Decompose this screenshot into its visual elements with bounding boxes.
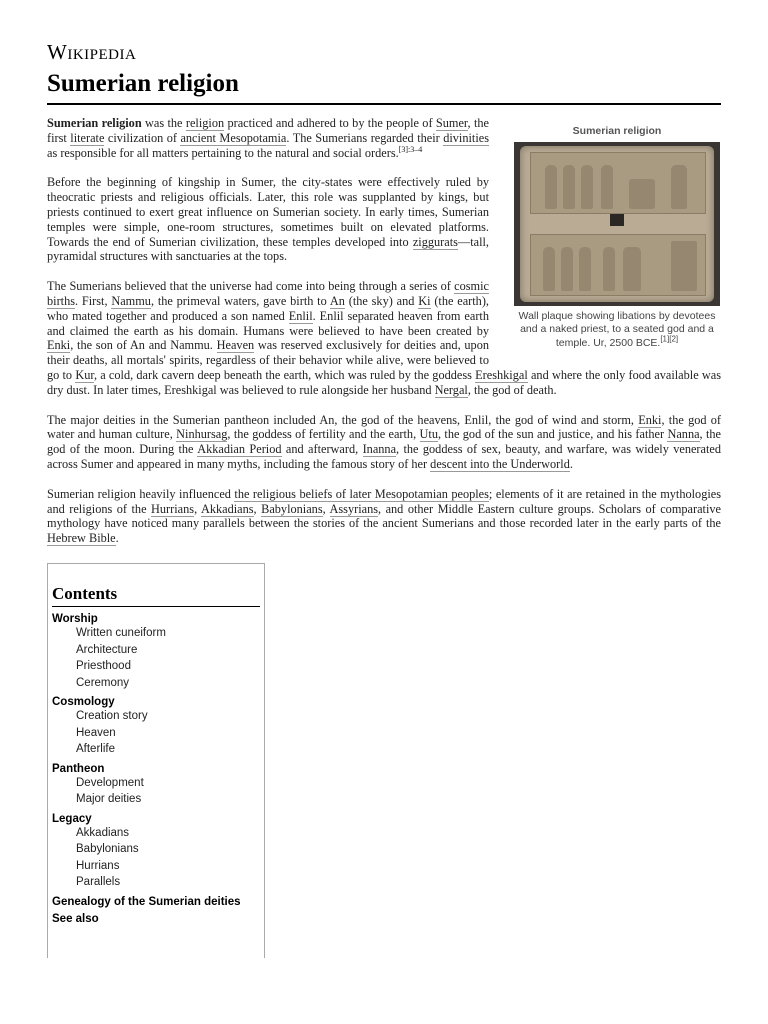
citation-ref[interactable]: [3]:3–4 xyxy=(398,144,423,154)
article-link[interactable]: Assyrians xyxy=(329,501,379,516)
text-run: , and other Middle Eastern culture groups. Scholars of comparative mythology have noticed many parallels between the stories of the ancient Sumerians and those recorded later in the early parts of the xyxy=(47,501,721,531)
article-link[interactable]: Hurrians xyxy=(151,501,195,516)
text-run: . First, xyxy=(75,293,112,308)
article-link[interactable]: Nergal xyxy=(434,382,468,397)
article-link[interactable]: Enlil xyxy=(288,308,313,323)
plaque-lower-register xyxy=(530,234,706,296)
article-link[interactable]: descent into the Underworld xyxy=(430,456,570,471)
article-link[interactable]: the religious beliefs of later Mesopotamian peoples xyxy=(234,486,489,501)
text-run: Sumerian religion heavily influenced xyxy=(47,486,235,501)
article-link[interactable]: Ki xyxy=(418,293,431,308)
toc-section-group xyxy=(52,896,260,908)
toc-subsection-link[interactable]: Akkadians xyxy=(76,826,130,839)
toc-section-link[interactable]: Worship xyxy=(52,613,98,625)
text-run: , the son of An and Nammu. xyxy=(70,338,217,353)
text-run: , the god of the sun and justice, and his father xyxy=(437,427,668,442)
text-run: , the primeval waters, gave birth to xyxy=(150,293,330,308)
plaque-center-hole xyxy=(610,214,624,226)
text-run: , the god of death. xyxy=(467,382,557,397)
article-link[interactable]: An xyxy=(329,293,345,308)
article-link[interactable]: ziggurats xyxy=(412,234,458,249)
text-run: . xyxy=(115,531,119,546)
article-link[interactable]: divinities xyxy=(443,130,489,145)
article-link[interactable]: Enki xyxy=(47,338,71,353)
article-link[interactable]: literate xyxy=(70,130,105,145)
infobox-title: Sumerian religion xyxy=(572,125,662,137)
wall-plaque-image[interactable] xyxy=(514,142,720,306)
article-link[interactable]: Akkadians xyxy=(200,501,254,516)
toc-section-group xyxy=(52,613,260,691)
text-run: —tall, pyramidal structures with sanctuaries at the tops. xyxy=(47,234,489,264)
toc-section-link[interactable]: Cosmology xyxy=(52,696,115,708)
text-run: (the earth), who mated together and produced a son named xyxy=(47,293,489,323)
article-link[interactable]: Kur xyxy=(75,367,94,382)
article-link[interactable]: Inanna xyxy=(362,442,397,457)
text-run: , the god of the moon. During the xyxy=(47,427,721,457)
text-run: Before the beginning of kingship in Sumer, the city-states were effectively ruled by theocratic priests and religious officials. Later, this role was supplanted by kings, but priests continued to exert great influence on Sumerian society. In early times, Sumerian temples were simple, one-room structures, sometimes built on elevated platforms. Towards the end of Sumerian civilization, these temples developed into xyxy=(47,175,489,249)
article-link[interactable]: cosmic births xyxy=(47,279,489,308)
title-divider xyxy=(47,103,721,105)
toc-subsection-link[interactable]: Architecture xyxy=(76,643,138,656)
wikipedia-logo[interactable]: Wikipedia xyxy=(47,40,137,64)
paragraph-deities xyxy=(47,413,721,472)
text-run: . xyxy=(569,456,573,471)
toc-subsection-link[interactable]: Development xyxy=(76,776,144,789)
toc-section-group xyxy=(52,913,260,925)
article-body xyxy=(47,116,721,561)
text-run: , the goddess of sex, beauty, and warfare, was widely venerated across Sumer and appeared in many myths, including the famous story of her xyxy=(47,442,721,471)
text-run: civilization of xyxy=(104,130,181,145)
article-link[interactable]: Sumer xyxy=(435,116,468,130)
text-run: practiced and adhered to by the people of xyxy=(224,116,436,130)
toc-section-link[interactable]: Pantheon xyxy=(52,762,105,775)
article-link[interactable]: Enki xyxy=(638,412,662,427)
toc-section-link[interactable]: Legacy xyxy=(52,812,92,825)
text-run: , a cold, dark cavern deep beneath the earth, which was ruled by the goddess xyxy=(93,367,476,382)
article-link[interactable]: ancient Mesopotamia xyxy=(180,130,287,145)
toc-subsection-link[interactable]: Heaven xyxy=(76,726,116,739)
page-title: Sumerian religion xyxy=(47,70,239,97)
toc-section-link[interactable]: Genealogy of the Sumerian deities xyxy=(52,895,241,908)
text-run: . The Sumerians regarded their xyxy=(286,130,444,145)
text-run: The Sumerians believed that the universe had come into being through a series of xyxy=(47,279,455,294)
toc-subsection-link[interactable]: Major deities xyxy=(76,793,142,805)
toc-title: Contents xyxy=(52,584,260,607)
text-run: , xyxy=(322,501,330,516)
text-run: The major deities in the Sumerian pantheon included An, the god of the heavens, Enlil, the god of wind and storm, xyxy=(47,412,639,427)
table-of-contents xyxy=(47,563,265,958)
article-link[interactable]: Heaven xyxy=(216,338,255,353)
article-link[interactable]: religion xyxy=(185,116,225,130)
text-run: , xyxy=(253,501,262,516)
text-run: . Enlil separated heaven from earth and claimed the earth as his domain. Humans were believed to have been created by xyxy=(47,308,489,338)
text-run: , the first xyxy=(47,116,489,145)
text-run: ; elements of it are retained in the mythologies and religions of the xyxy=(47,486,722,516)
text-run: was the xyxy=(141,116,186,130)
article-link[interactable]: Ninhursag xyxy=(176,427,228,442)
text-run: was reserved exclusively for deities and, upon their deaths, all mortals' spirits, regardless of their behavior while alive, were believed to go to xyxy=(47,338,489,382)
article-link[interactable]: Nammu xyxy=(111,293,151,308)
toc-section-group xyxy=(52,696,260,758)
toc-subsection-link[interactable]: Hurrians xyxy=(76,859,120,872)
article-link[interactable]: Utu xyxy=(419,427,438,442)
text-run: , the god of water and human culture, xyxy=(47,412,722,442)
toc-subsection-link[interactable]: Babylonians xyxy=(76,843,139,855)
toc-section-group xyxy=(52,763,260,808)
plaque-stone xyxy=(520,146,714,302)
infobox-caption: Wall plaque showing libations by devotees and a naked priest, to a seated god and a temple. Ur, 2500 BCE.[1][2] xyxy=(518,309,716,349)
toc-section-group xyxy=(52,813,260,891)
toc-section-link[interactable]: See also xyxy=(52,912,99,925)
toc-subsection-link[interactable]: Creation story xyxy=(76,710,148,722)
paragraph-legacy xyxy=(47,487,721,546)
text-run: and where the only food available was dry dust. In later times, Ereshkigal was believed to rule alongside her husband xyxy=(47,367,722,397)
infobox xyxy=(513,124,721,350)
article-link[interactable]: Nanna xyxy=(667,427,700,442)
toc-subsection-link[interactable]: Parallels xyxy=(76,876,121,888)
toc-list xyxy=(52,613,260,925)
toc-subsection-link[interactable]: Written cuneiform xyxy=(76,627,166,639)
text-run: as responsible for all matters pertaining to the natural and social orders. xyxy=(47,145,399,160)
caption-references[interactable]: [1][2] xyxy=(660,334,679,344)
article-link[interactable]: Ereshkigal xyxy=(475,367,528,382)
article-link[interactable]: Babylonians xyxy=(261,501,323,516)
toc-subsection-link[interactable]: Ceremony xyxy=(76,676,130,689)
plaque-upper-register xyxy=(530,152,706,214)
bold-term: Sumerian religion xyxy=(47,116,142,130)
toc-subsection-link[interactable]: Priesthood xyxy=(76,660,131,672)
text-run: , xyxy=(194,501,201,516)
article-link[interactable]: Akkadian Period xyxy=(197,442,282,457)
text-run: and afterward, xyxy=(281,442,363,457)
text-run: (the sky) and xyxy=(344,293,419,308)
text-run: , the goddess of fertility and the earth, xyxy=(227,427,420,442)
toc-subsection-link[interactable]: Afterlife xyxy=(76,743,115,755)
article-link[interactable]: Hebrew Bible xyxy=(47,531,116,546)
